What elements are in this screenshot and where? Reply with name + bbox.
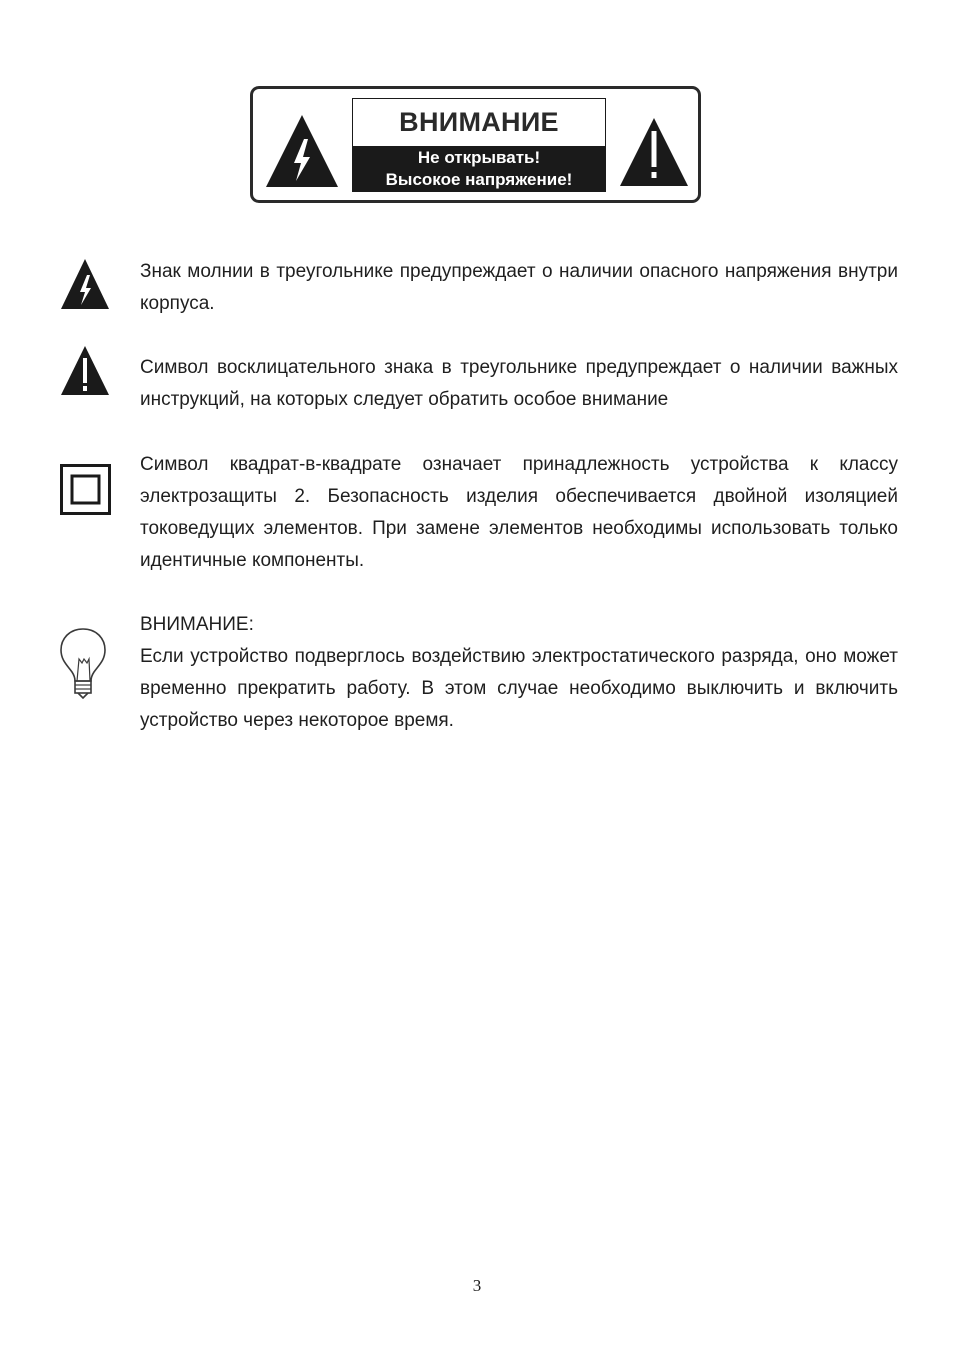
exclamation-triangle-icon	[60, 345, 110, 396]
double-square-icon	[60, 464, 111, 515]
section-esd-warning	[140, 609, 898, 737]
warning-subtitle	[353, 146, 605, 192]
warning-line-1: Не открывать!	[417, 148, 541, 167]
section-lightning	[140, 256, 898, 320]
warning-line-2: Высокое напряжение!	[385, 170, 573, 189]
warning-label	[250, 86, 701, 203]
page-number: 3	[472, 1276, 482, 1295]
lightning-triangle-icon	[264, 113, 340, 189]
warning-label-text	[352, 98, 606, 192]
section-text: Символ квадрат-в-квадрате означает принадлежность устройства к классу электрозащиты 2. Безопасность изделия обеспечивается двойной изоляцией токоведущих элементов. При замене элементов необходимы использовать только идентичные компоненты.	[140, 454, 898, 571]
light-bulb-icon	[59, 627, 107, 699]
lightning-triangle-icon	[60, 258, 110, 310]
section-text: Символ восклицательного знака в треугольнике предупреждает о наличии важных инструкций, на которых следует обратить особое внимание	[140, 357, 898, 410]
section-text: Если устройство подверглось воздействию электростатического разряда, оно может временно прекратить работу. В этом случае необходимо выключить и включить устройство через некоторое время.	[140, 646, 898, 731]
exclamation-triangle-icon	[619, 117, 689, 187]
section-heading: ВНИМАНИЕ:	[140, 614, 254, 635]
section-text: Знак молнии в треугольнике предупреждает о наличии опасного напряжения внутри корпуса.	[140, 261, 898, 314]
warning-title: ВНИМАНИЕ	[399, 107, 559, 137]
section-exclamation	[140, 352, 898, 416]
section-double-insulation	[140, 449, 898, 577]
